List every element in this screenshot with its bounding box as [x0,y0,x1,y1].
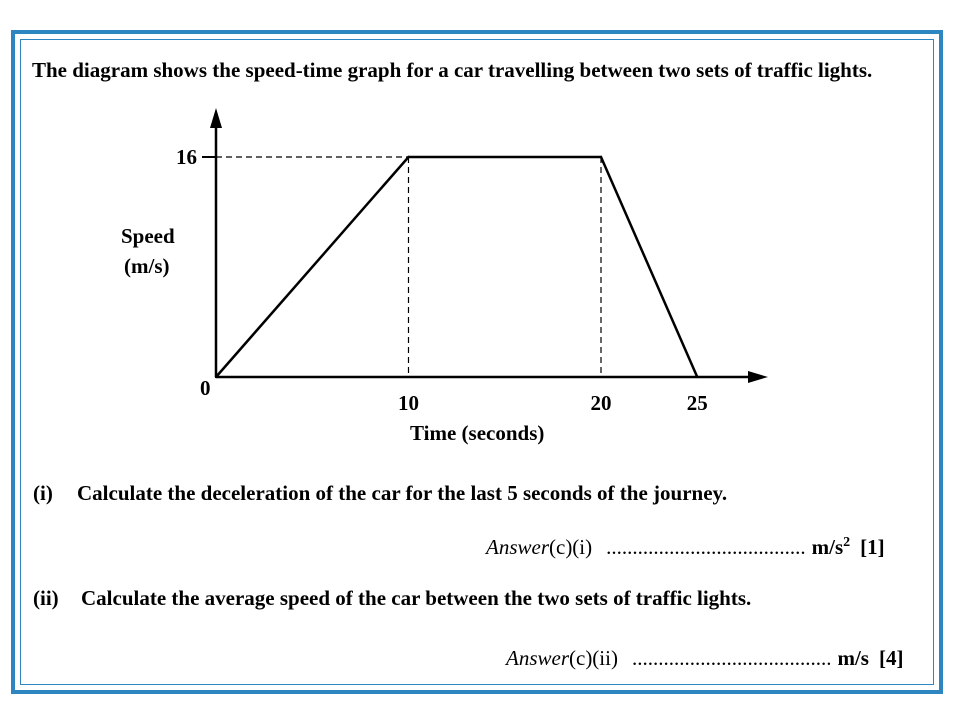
question-ii-number: (ii) [33,586,59,610]
data-point-3 [696,376,698,378]
question-i [33,481,727,506]
x-tick-label-20: 20 [590,391,612,415]
x-tick-label-25: 25 [686,391,708,415]
answer-i-ref: (c)(i) [549,535,593,559]
intro-text: The diagram shows the speed-time graph for a car travelling between two sets of traffic lights. [32,58,873,82]
answer-i-label: Answer [486,535,549,559]
guide-lines [216,157,601,377]
speed-line [216,157,697,377]
answer-i-blank[interactable]: ...................................... [606,535,806,559]
question-i-text: Calculate the deceleration of the car for the last 5 seconds of the journey. [77,481,728,505]
y-axis-arrow [210,108,222,128]
answer-i-line [486,535,885,560]
answer-ii-marks: [4] [878,646,904,670]
question-ii [33,586,751,611]
y-axis-label-line2: (m/s) [124,254,170,278]
data-point-1 [407,156,409,158]
y-tick-label-16: 16 [176,145,197,169]
answer-i-unit-exp: 2 [843,535,851,550]
answer-i-unit [812,535,851,559]
question-ii-text: Calculate the average speed of the car between the two sets of traffic lights. [81,586,752,610]
data-point-2 [600,156,602,158]
answer-ii-line [506,646,903,671]
axes [210,108,768,383]
y-axis-label-line1: Speed [121,224,175,248]
series [215,156,699,378]
data-point-0 [215,376,217,378]
answer-i-marks: [1] [860,535,885,559]
question-i-number: (i) [33,481,53,505]
answer-ii-blank[interactable]: ...................................... [631,646,832,670]
answer-ii-ref: (c)(ii) [569,646,618,670]
answer-ii-unit: m/s [837,646,869,670]
x-axis-arrow [748,371,768,383]
origin-label: 0 [200,376,211,400]
x-tick-label-10: 10 [398,391,419,415]
x-axis-label: Time (seconds) [410,421,545,445]
answer-i-unit-base: m/s [811,535,844,559]
tick-labels [176,145,708,415]
answer-ii-label: Answer [506,646,569,670]
